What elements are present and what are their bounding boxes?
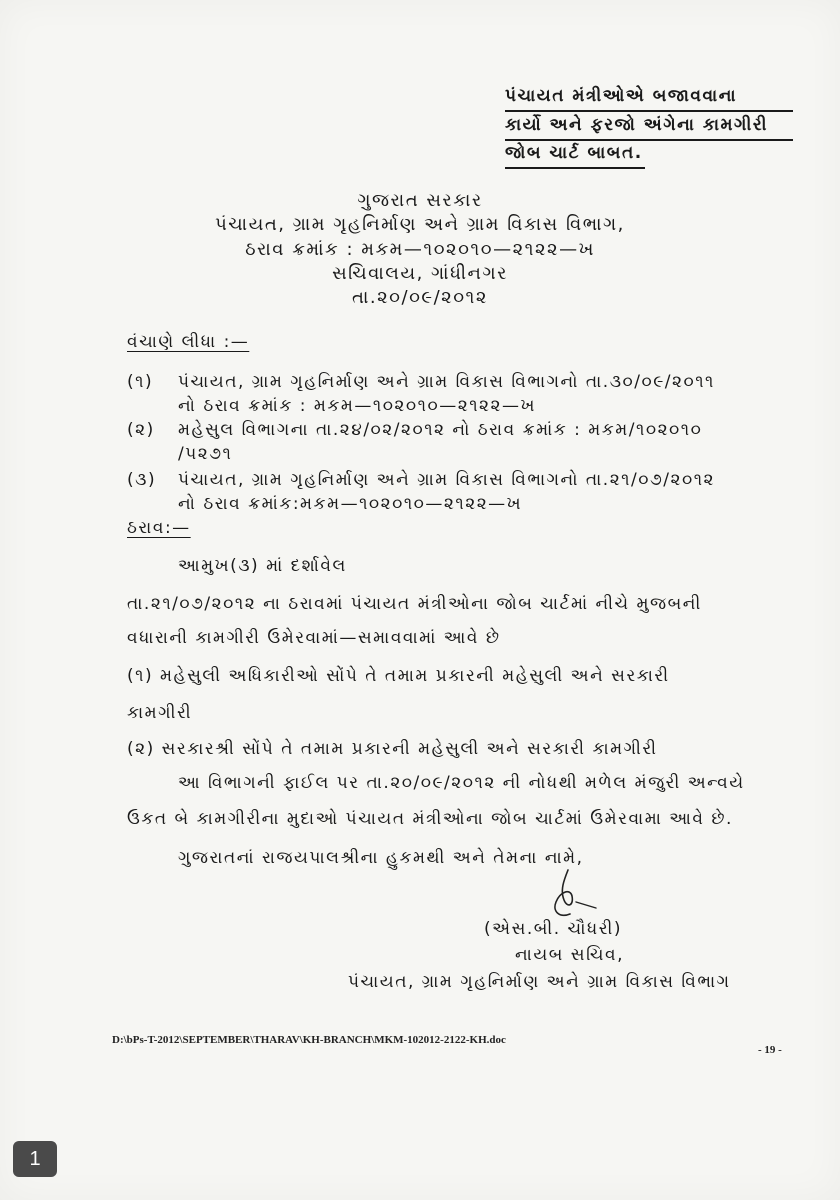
resolution-text: તા.૨૧/૦૭/૨૦૧૨ ના ઠરાવમાં પંચાયત મંત્રીઓના જોબ ચાર્ટમાં નીચે મુજબની bbox=[127, 594, 702, 614]
subject-underline bbox=[505, 167, 645, 169]
subject-underline bbox=[505, 110, 793, 112]
read-item-number: (૧) bbox=[127, 372, 154, 392]
resolution-text: ઉકત બે કામગીરીના મુદાઓ પંચાયત મંત્રીઓના જોબ ચાર્ટમાં ઉમેરવામા આવે છે. bbox=[127, 809, 733, 829]
subject-line-1: પંચાયત મંત્રીઓએ બજાવવાના bbox=[505, 86, 738, 106]
resolution-text: આ વિભાગની ફાઈલ પર તા.૨૦/૦૯/૨૦૧૨ ની નોધથી મળેલ મંજુરી અન્વયે bbox=[178, 773, 745, 793]
place: સચિવાલય, ગાંધીનગર bbox=[332, 263, 508, 284]
resolution-text: આમુખ(૩) માં દર્શાવેલ bbox=[178, 556, 347, 576]
read-heading: વંચાણે લીધા :— bbox=[127, 332, 250, 352]
signatory-department: પંચાયત, ગ્રામ ગૃહનિર્માણ અને ગ્રામ વિકાસ વિભાગ bbox=[348, 972, 731, 992]
read-item-line: મહેસુલ વિભાગના તા.૨૪/૦૨/૨૦૧૨ નો ઠરાવ ક્રમાંક : મકમ/૧૦૨૦૧૦ bbox=[178, 420, 703, 440]
resolution-heading: ઠરાવ:— bbox=[127, 518, 191, 538]
government-name: ગુજરાત સરકાર bbox=[357, 190, 483, 211]
order-text: ગુજરાતનાં રાજયપાલશ્રીના હુકમથી અને તેમના નામે, bbox=[178, 848, 584, 868]
read-item-number: (૨) bbox=[127, 420, 155, 440]
resolution-date: તા.૨૦/૦૯/૨૦૧૨ bbox=[352, 287, 488, 308]
read-item-line: પંચાયત, ગ્રામ ગૃહનિર્માણ અને ગ્રામ વિકાસ વિભાગનો તા.૩૦/૦૯/૨૦૧૧ bbox=[178, 372, 715, 392]
signature-mark bbox=[530, 866, 600, 926]
subject-line-3: જોબ ચાર્ટ બાબત. bbox=[505, 143, 643, 163]
signatory-designation: નાયબ સચિવ, bbox=[515, 945, 625, 965]
subject-underline bbox=[505, 139, 793, 141]
read-item-line: નો ઠરાવ ક્રમાંક:મકમ—૧૦૨૦૧૦—૨૧૨૨—ખ bbox=[178, 494, 523, 514]
read-item-number: (૩) bbox=[127, 470, 157, 490]
signatory-name: (એસ.બી. ચૌધરી) bbox=[484, 919, 623, 939]
page-indicator-badge[interactable]: 1 bbox=[13, 1141, 57, 1177]
read-item-line: નો ઠરાવ ક્રમાંક : મકમ—૧૦૨૦૧૦—૨૧૨૨—ખ bbox=[178, 396, 536, 416]
resolution-number: ઠરાવ ક્રમાંક : મકમ—૧૦૨૦૧૦—૨૧૨૨—ખ bbox=[245, 239, 595, 260]
file-path: D:\bPs-T-2012\SEPTEMBER\THARAV\KH-BRANCH\MKM-102012-2122-KH.doc bbox=[112, 1034, 506, 1046]
resolution-text: વધારાની કામગીરી ઉમેરવામાં—સમાવવામાં આવે છે bbox=[127, 628, 501, 648]
read-item-line: પંચાયત, ગ્રામ ગૃહનિર્માણ અને ગ્રામ વિકાસ વિભાગનો તા.૨૧/૦૭/૨૦૧૨ bbox=[178, 470, 716, 490]
page-number: - 19 - bbox=[758, 1044, 782, 1056]
read-item-line: /પ૨૭૧ bbox=[178, 444, 233, 464]
resolution-item: (૨) સરકારશ્રી સોંપે તે તમામ પ્રકારની મહેસુલી અને સરકારી કામગીરી bbox=[127, 739, 658, 759]
department-name: પંચાયત, ગ્રામ ગૃહનિર્માણ અને ગ્રામ વિકાસ વિભાગ, bbox=[215, 214, 625, 235]
resolution-item: કામગીરી bbox=[127, 703, 193, 723]
subject-line-2: કાર્યો અને ફરજો અંગેના કામગીરી bbox=[505, 115, 768, 135]
resolution-item: (૧) મહેસુલી અધિકારીઓ સોંપે તે તમામ પ્રકારની મહેસુલી અને સરકારી bbox=[127, 666, 670, 686]
